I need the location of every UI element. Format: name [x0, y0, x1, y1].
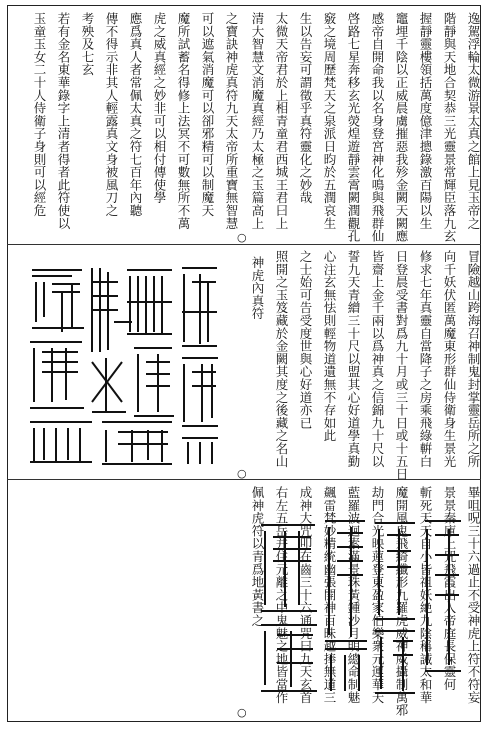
text-column: 心注玄無怯則輕物道遺無不存如此 [322, 250, 337, 442]
text-column: 斬死天天自小皆祖妖絶九陰稱誡太和華 [418, 486, 433, 704]
text-column: 握靜靈樓領括萬度億津摠錄激百陽以生 [418, 12, 433, 230]
text-column: 傳不得示非其人輕露真文身被風刀之 [104, 12, 119, 217]
text-column: 畢咀呪三十六過止不受神虎上符不符妄 [466, 486, 481, 704]
text-column: 皆齋上金千兩以爲神真之信錦九十尺以 [370, 250, 385, 468]
talisman-glyphs [22, 262, 222, 467]
talisman-glyphs [255, 515, 465, 695]
text-column: 玉童玉女二十人侍衛子身則可以經危 [32, 12, 47, 217]
text-column: 考殃及七玄 [80, 12, 95, 76]
text-column: 魔所試蓄名得修上法冥不可數無所不萬 [176, 12, 191, 230]
text-column: 感帝自開命我以名身登宮神化鳴與飛群仙 [370, 12, 385, 243]
section-marker-3: ○ [237, 706, 247, 719]
text-column: 魔開風鬼飛綺纖形九羅虎威神威攝制萬邪 [394, 486, 409, 717]
text-column: 清大智慧文消魔真經乃太極之玉篇高上 [250, 12, 265, 230]
talisman-seal-left [22, 262, 222, 467]
text-column: 階靜與天地合契恭三光靈景常輝臣落九玄 [442, 12, 457, 243]
text-column: 向千妖伏匿萬魔東形群仙侍衛身生景光 [442, 250, 457, 468]
text-column: 之寶訣神虎真符九天太帝所重寶無智慧 [224, 12, 239, 230]
text-column: 虎之威真經之妙非可以相付傳使學 [152, 12, 167, 204]
text-column: 佩神虎符以青爲地黃書之 [250, 486, 265, 627]
text-column: 竈埋千陰以正威晨虜摧惡我殄金闕天闕應 [394, 12, 409, 243]
text-column: 應爲真人者常佩太真之符七百年內聽 [128, 12, 143, 217]
text-column: 逸駕浮輪太微游景太真之館上見玉帝之 [466, 12, 481, 230]
text-column: 景景秦庫上咒飛霞出入帝庭長保靈何 [442, 486, 457, 691]
text-column: 竅之境周歷梵天之泉派日昀於五潤哀生 [322, 12, 337, 230]
text-column: 劫門合光映蓮登東盈家伯樂衆元運華天 [370, 486, 385, 704]
text-column: 照開之玉笈藏於金闕其度之後藏之名山 [274, 250, 289, 468]
text-column: 日登晨受書對爲九十月或三十日或十五日 [394, 250, 409, 481]
text-column: 誓九天青繒三十尺以盟其心好道學真勤 [346, 250, 361, 468]
text-column: 太微天帝君於上相青童君西城王君曰上 [274, 12, 289, 230]
text-column: 生以告妄可謂徵乎真符靈化之妙哉 [298, 12, 313, 204]
section-marker-2: ○ [237, 467, 247, 480]
text-column: 之士始可告受度世與心好道亦已 [298, 250, 313, 430]
text-column: 飆雷梵妙精統幽張開神百昧越捧無道三 [322, 486, 337, 704]
text-column: 啓路七星奔移玄光熒煌遊靜雲霄闕潤觀孔 [346, 12, 361, 243]
talisman-title: 神虎內真符 [250, 256, 265, 320]
text-column: 冒險越山跨海召神制鬼封掌靈岳所之所 [466, 250, 481, 468]
section-divider-1 [7, 244, 481, 245]
text-column: 可以遮氣消魔可以卻邪精可以制魔天 [200, 12, 215, 217]
text-column: 修求七年真靈自當降子之房乘飛綠輧白 [418, 250, 433, 468]
text-column: 藍羅波迴素滿景珠黃鍾沙月明總命制魅 [346, 486, 361, 704]
text-column: 右左五岳并住元離之中鬼魅之地皆當作 [274, 486, 289, 704]
text-column: 成神大咒叩在齒三十六通咒曰九天玄首 [298, 486, 313, 704]
text-column: 若有金名東華錄字上清者得者此符使以 [56, 12, 71, 230]
talisman-seal-right [255, 515, 465, 695]
section-marker-1: ○ [237, 231, 247, 244]
